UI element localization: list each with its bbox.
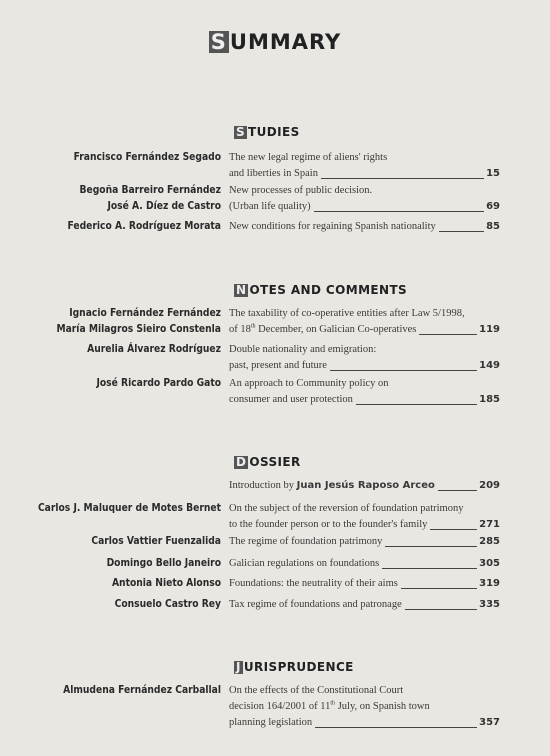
page-number: 319 bbox=[479, 578, 500, 589]
dot-leader bbox=[315, 727, 477, 728]
entry-authors: Federico A. Rodríguez Morata bbox=[67, 221, 221, 232]
section-initial: N bbox=[236, 283, 247, 297]
entry-title: On the subject of the reversion of foundation patrimony to the founder person or to the founder's family 271 bbox=[229, 501, 500, 533]
entry-authors: Almudena Fernández Carballal bbox=[63, 685, 221, 696]
entry-title: Tax regime of foundations and patronage 335 bbox=[229, 597, 500, 613]
section-name: OSSIER bbox=[249, 455, 301, 469]
entry-authors: Carlos J. Maluquer de Motes Bernet bbox=[37, 503, 221, 514]
dot-leader bbox=[382, 568, 477, 569]
dot-leader bbox=[330, 370, 477, 371]
section-name: OTES AND COMMENTS bbox=[249, 283, 408, 297]
entry-authors: Ignacio Fernández Fernández María Milagros Sieiro Constenla bbox=[56, 308, 221, 335]
dot-leader bbox=[314, 211, 484, 212]
section-title-dossier bbox=[234, 455, 301, 469]
page-number: 209 bbox=[479, 480, 500, 491]
section-title-jurisprudence bbox=[234, 660, 354, 674]
dot-leader bbox=[356, 404, 477, 405]
section-initial: D bbox=[236, 455, 247, 469]
dot-leader bbox=[439, 231, 484, 232]
page-number: 69 bbox=[486, 201, 500, 212]
page-number: 119 bbox=[479, 324, 500, 335]
page-number: 357 bbox=[479, 717, 500, 728]
dot-leader bbox=[419, 334, 477, 335]
entry-title: Foundations: the neutrality of their aims 319 bbox=[229, 576, 500, 592]
section-initial: J bbox=[236, 660, 241, 674]
entry-authors: Carlos Vattier Fuenzalida bbox=[91, 536, 221, 547]
dot-leader bbox=[430, 529, 477, 530]
dot-leader bbox=[438, 490, 477, 491]
dot-leader bbox=[385, 546, 477, 547]
entry-title: The taxability of co-operative entities after Law 5/1998, of 18th December, on Galician Co-operatives 119 bbox=[229, 306, 500, 338]
title-rest: UMMARY bbox=[229, 30, 342, 54]
dot-leader bbox=[401, 588, 477, 589]
entry-last-line: of 18th December, on Galician Co-operatives bbox=[229, 323, 417, 335]
entry-authors: Aurelia Álvarez Rodríguez bbox=[87, 344, 221, 355]
entry-authors: Francisco Fernández Segado bbox=[73, 152, 221, 163]
entry-title: An approach to Community policy on consumer and user protection 185 bbox=[229, 376, 500, 408]
section-initial: S bbox=[236, 125, 246, 139]
entry-title: The new legal regime of aliens' rights and liberties in Spain 15 bbox=[229, 150, 500, 182]
entry-title: Double nationality and emigration: past, present and future 149 bbox=[229, 342, 500, 374]
page-title bbox=[0, 30, 550, 54]
section-title-notes-and-comments bbox=[234, 283, 407, 297]
entry-title: On the effects of the Constitutional Court decision 164/2001 of 11th July, on Spanish town planning legislation 357 bbox=[229, 683, 500, 731]
introduction-author: Juan Jesús Raposo Arceo bbox=[296, 480, 435, 491]
section-name: TUDIES bbox=[248, 125, 300, 139]
page-number: 185 bbox=[479, 394, 500, 405]
page-number: 305 bbox=[479, 558, 500, 569]
entry-authors: José Ricardo Pardo Gato bbox=[96, 378, 221, 389]
page-number: 271 bbox=[479, 519, 500, 530]
entry-second-line: decision 164/2001 of 11th July, on Spanish town bbox=[229, 700, 430, 712]
entry-authors: Domingo Bello Janeiro bbox=[106, 558, 221, 569]
entry-title: The regime of foundation patrimony 285 bbox=[229, 534, 500, 550]
entry-authors: Begoña Barreiro Fernández José A. Díez de Castro bbox=[79, 185, 221, 212]
page-number: 335 bbox=[479, 599, 500, 610]
section-name: URISPRUDENCE bbox=[243, 660, 354, 674]
page-number: 15 bbox=[486, 168, 500, 179]
entry-authors: Consuelo Castro Rey bbox=[114, 599, 221, 610]
dot-leader bbox=[405, 609, 477, 610]
entry-title: New conditions for regaining Spanish nationality 85 bbox=[229, 219, 500, 235]
page-number: 149 bbox=[479, 360, 500, 371]
entry-title: New processes of public decision. (Urban life quality) 69 bbox=[229, 183, 500, 215]
dot-leader bbox=[321, 178, 484, 179]
entry-authors: Antonia Nieto Alonso bbox=[111, 578, 221, 589]
title-initial: S bbox=[210, 30, 227, 54]
page-number: 285 bbox=[479, 536, 500, 547]
page-number: 85 bbox=[486, 221, 500, 232]
section-title-studies bbox=[234, 125, 300, 139]
entry-title: Introduction by Juan Jesús Raposo Arceo 209 bbox=[229, 478, 500, 494]
entry-title: Galician regulations on foundations 305 bbox=[229, 556, 500, 572]
